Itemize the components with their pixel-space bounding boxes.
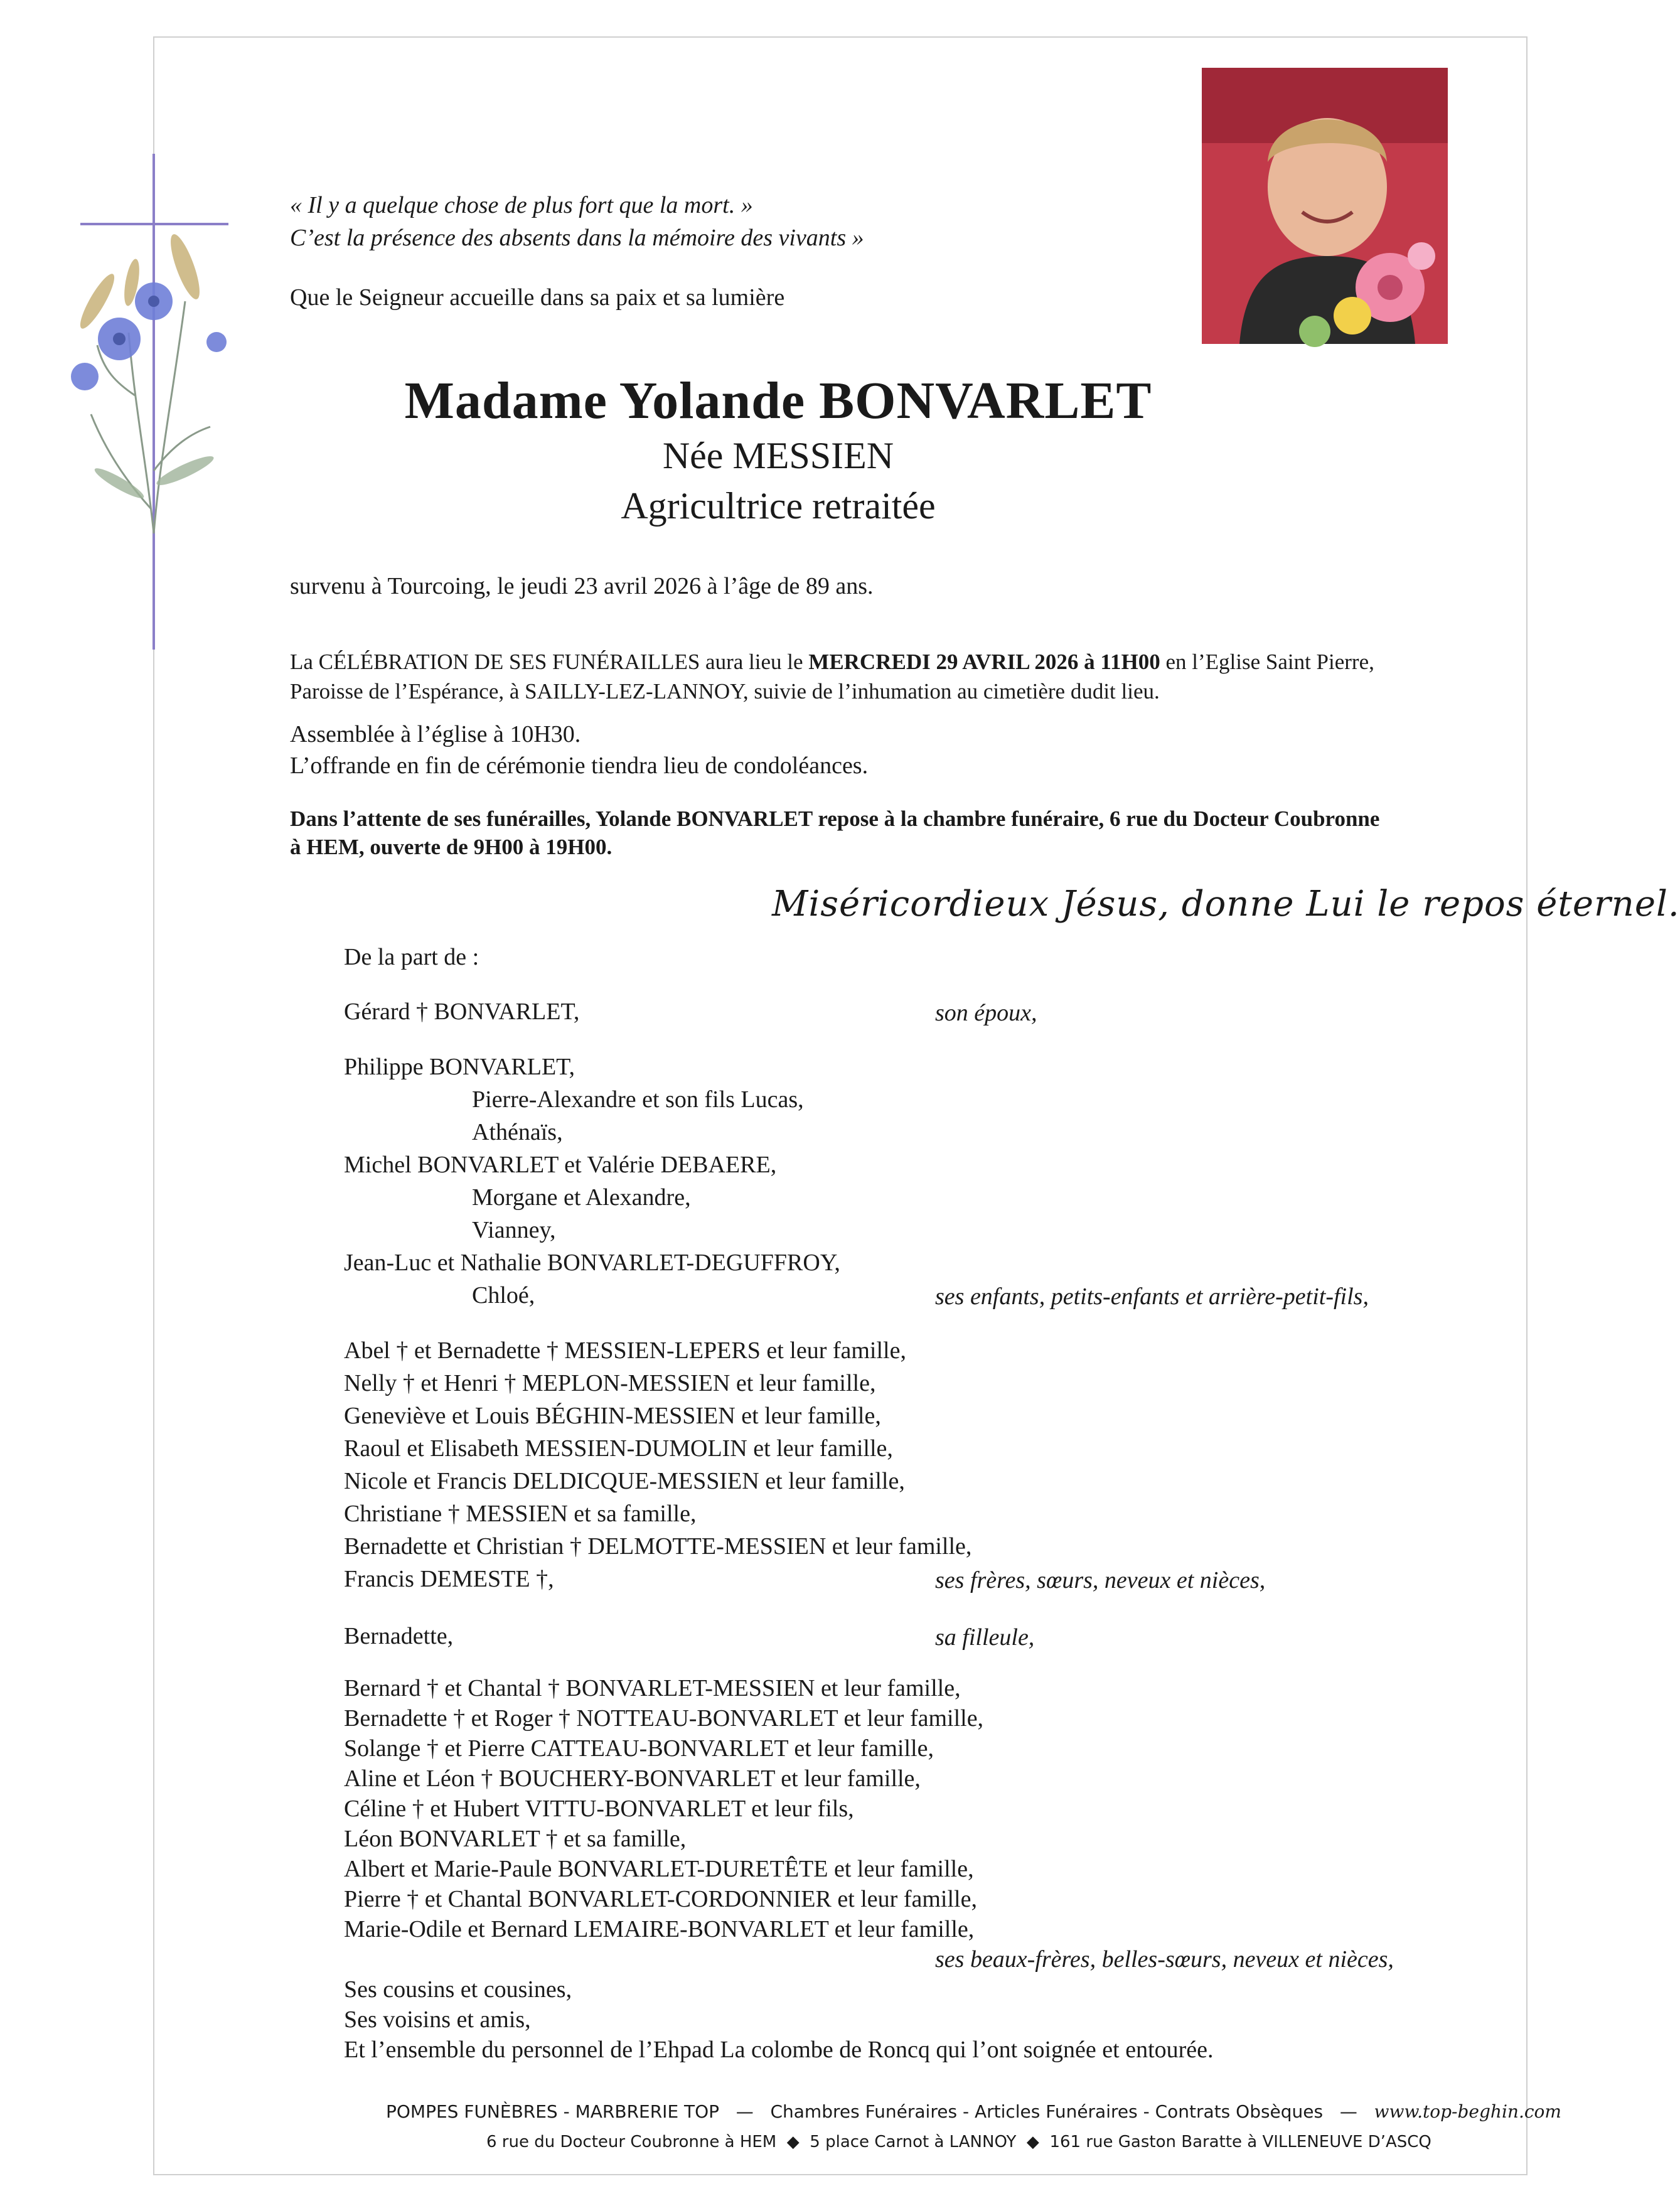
grandchild-line: Athénaïs, [472,1119,563,1145]
goddaughter-name: Bernadette, [344,1623,454,1649]
in-law-line: Léon BONVARLET † et sa famille, [344,1826,687,1852]
grandchild-line: Pierre-Alexandre et son fils Lucas, [472,1086,804,1113]
from-label: De la part de : [344,944,479,970]
sibling-line: Bernadette et Christian † DELMOTTE-MESSIEN et leur famille, [344,1533,972,1560]
celebration-line-2: Paroisse de l’Espérance, à SAILLY-LEZ-LANNOY, suivie de l’inhumation au cimetière dudit lieu. [290,679,1160,704]
spouse-role: son époux, [935,1000,1037,1026]
neighbors-line: Ses voisins et amis, [344,2006,531,2033]
footer-company: POMPES FUNÈBRES - MARBRERIE TOP [386,2101,720,2122]
sibling-line: Francis DEMESTE †, [344,1566,554,1592]
child-line: Philippe BONVARLET, [344,1054,575,1080]
blessing: Que le Seigneur accueille dans sa paix et sa lumière [290,284,785,311]
grandchild-line: Vianney, [472,1217,556,1243]
goddaughter-role: sa filleule, [935,1624,1035,1651]
children-role: ses enfants, petits-enfants et arrière-petit-fils, [935,1283,1369,1310]
diamond-icon: ◆ [1026,2133,1039,2151]
footer-separator: — [1339,2101,1357,2122]
sibling-line: Abel † et Bernadette † MESSIEN-LEPERS et leur famille, [344,1337,906,1364]
in-law-line: Marie-Odile et Bernard LEMAIRE-BONVARLET et leur famille, [344,1916,975,1942]
in-law-line: Bernard † et Chantal † BONVARLET-MESSIEN et leur famille, [344,1675,961,1701]
footer-address-hem: 6 rue du Docteur Coubronne à HEM [486,2133,777,2151]
in-law-line: Solange † et Pierre CATTEAU-BONVARLET et leur famille, [344,1735,934,1762]
prayer: Miséricordieux Jésus, donne Lui le repos éternel. [772,884,1680,924]
celebration-church: en l’Eglise Saint Pierre, [1160,650,1374,674]
staff-line: Et l’ensemble du personnel de l’Ehpad La colombe de Roncq qui l’ont soignée et entourée. [344,2037,1214,2063]
celebration-intro: La CÉLÉBRATION DE SES FUNÉRAILLES aura lieu le [290,650,809,674]
occupation: Agricultrice retraitée [621,485,936,527]
sibling-line: Raoul et Elisabeth MESSIEN-DUMOLIN et leur famille, [344,1435,893,1462]
rest-line-2: à HEM, ouverte de 9H00 à 19H00. [290,835,613,859]
in-law-line: Aline et Léon † BOUCHERY-BONVARLET et leur famille, [344,1765,921,1792]
footer-company-line [386,2101,1561,2122]
siblings-role: ses frères, sœurs, neveux et nièces, [935,1567,1266,1593]
child-line: Jean-Luc et Nathalie BONVARLET-DEGUFFROY, [344,1250,840,1276]
sibling-line: Geneviève et Louis BÉGHIN-MESSIEN et leur famille, [344,1403,881,1429]
in-law-line: Pierre † et Chantal BONVARLET-CORDONNIER et leur famille, [344,1886,977,1912]
offering-note: L’offrande en fin de cérémonie tiendra lieu de condoléances. [290,752,869,779]
in-law-line: Bernadette † et Roger † NOTTEAU-BONVARLET et leur famille, [344,1705,984,1732]
page-frame [153,36,1528,2175]
quote-line-2: C’est la présence des absents dans la mémoire des vivants » [290,225,864,251]
sibling-line: Christiane † MESSIEN et sa famille, [344,1501,697,1527]
footer-services: Chambres Funéraires - Articles Funéraires - Contrats Obsèques [770,2101,1324,2122]
in-laws-role: ses beaux-frères, belles-sœurs, neveux et nièces, [935,1946,1394,1973]
footer-separator: — [736,2101,754,2122]
footer-address-villeneuve: 161 rue Gaston Baratte à VILLENEUVE D’ASCQ [1049,2133,1431,2151]
footer-address-line [486,2133,1431,2151]
celebration-line-1 [290,650,1374,675]
spouse-name: Gérard † BONVARLET, [344,999,580,1025]
in-law-line: Céline † et Hubert VITTU-BONVARLET et leur fils, [344,1796,854,1822]
cousins-line: Ses cousins et cousines, [344,1976,572,2003]
grandchild-line: Chloé, [472,1282,535,1309]
deceased-name: Madame Yolande BONVARLET [404,372,1152,430]
diamond-icon: ◆ [786,2133,800,2151]
footer-website-link[interactable]: www.top-beghin.com [1374,2101,1561,2122]
child-line: Michel BONVARLET et Valérie DEBAERE, [344,1152,777,1178]
sibling-line: Nelly † et Henri † MEPLON-MESSIEN et leur famille, [344,1370,876,1396]
quote-line-1: « Il y a quelque chose de plus fort que la mort. » [290,192,753,218]
birth-name: Née MESSIEN [662,435,894,476]
death-notice: survenu à Tourcoing, le jeudi 23 avril 2026 à l’âge de 89 ans. [290,573,874,599]
rest-line-1: Dans l’attente de ses funérailles, Yolande BONVARLET repose à la chambre funéraire, 6 rue du Docteur Coubronne [290,806,1380,831]
footer-address-lannoy: 5 place Carnot à LANNOY [810,2133,1017,2151]
sibling-line: Nicole et Francis DELDICQUE-MESSIEN et leur famille, [344,1468,905,1494]
assembly-time: Assemblée à l’église à 10H30. [290,721,581,747]
portrait-photo [1202,68,1448,344]
grandchild-line: Morgane et Alexandre, [472,1184,691,1211]
in-law-line: Albert et Marie-Paule BONVARLET-DURETÊTE et leur famille, [344,1856,974,1882]
celebration-date: MERCREDI 29 AVRIL 2026 à 11H00 [808,650,1160,674]
